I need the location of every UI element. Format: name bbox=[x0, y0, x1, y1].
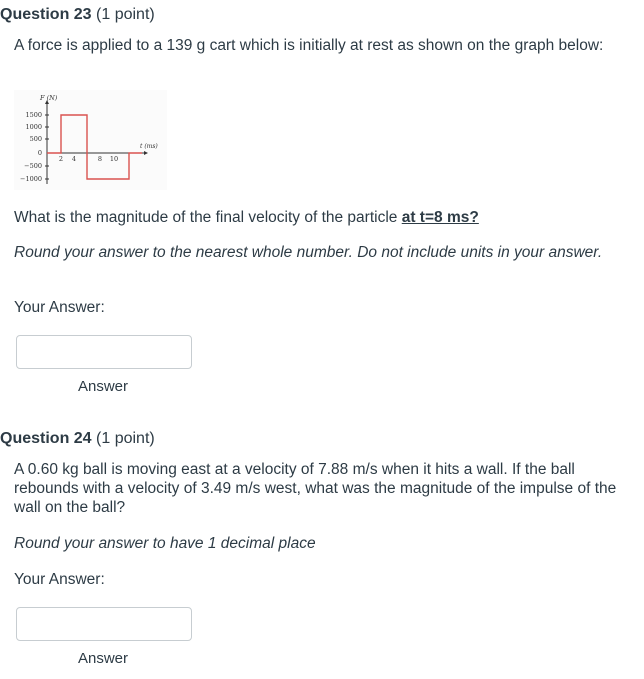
question-24-prompt: A 0.60 kg ball is moving east at a velocity of 7.88 m/s when it hits a wall. If the ball rebounds with a velocity of 3.49 m/s west, what was the magnitude of the impulse of the wall on the ball? bbox=[14, 461, 617, 516]
y-axis-label: F (N) bbox=[40, 94, 58, 102]
question-24-answer-input[interactable] bbox=[16, 607, 192, 641]
question-23-your-answer-label: Your Answer: bbox=[14, 299, 105, 316]
question-23-prompt: A force is applied to a 139 g cart which is initially at rest as shown on the graph below: bbox=[14, 37, 604, 54]
question-24-points: (1 point) bbox=[96, 430, 155, 447]
y-tick: 1500 bbox=[25, 111, 42, 119]
y-tick: −500 bbox=[24, 162, 42, 170]
question-23-answer-label: Answer bbox=[78, 378, 129, 395]
y-tick: 1000 bbox=[25, 123, 42, 131]
question-24-your-answer-label: Your Answer: bbox=[14, 571, 105, 588]
question-24-title: Question 24 bbox=[0, 430, 92, 447]
question-23-question bbox=[14, 208, 624, 227]
question-23-time-emphasis: at t=8 ms? bbox=[401, 209, 479, 226]
question-23-question-text: What is the magnitude of the final velocity of the particle bbox=[14, 209, 402, 226]
x-axis-arrow bbox=[144, 151, 148, 155]
x-tick: 2 bbox=[58, 155, 64, 163]
x-tick: 4 bbox=[71, 155, 77, 163]
question-23-instruction: Round your answer to the nearest whole number. Do not include units in your answer. bbox=[14, 244, 603, 261]
force-time-graph bbox=[14, 90, 167, 190]
x-tick: 10 bbox=[109, 155, 119, 163]
question-24-header bbox=[0, 430, 155, 448]
question-24-instruction: Round your answer to have 1 decimal place bbox=[14, 535, 316, 552]
question-23-header bbox=[0, 6, 155, 24]
y-tick: 500 bbox=[29, 135, 42, 143]
y-tick: −1000 bbox=[20, 175, 42, 183]
force-curve bbox=[47, 115, 142, 179]
question-23-title: Question 23 bbox=[0, 6, 92, 23]
question-24-answer-label: Answer bbox=[78, 650, 129, 667]
y-tick: 0 bbox=[37, 149, 42, 157]
x-tick: 8 bbox=[97, 155, 103, 163]
x-axis-label: t (ms) bbox=[140, 143, 158, 150]
question-23-points: (1 point) bbox=[96, 6, 155, 23]
question-23-answer-input[interactable] bbox=[16, 335, 192, 369]
